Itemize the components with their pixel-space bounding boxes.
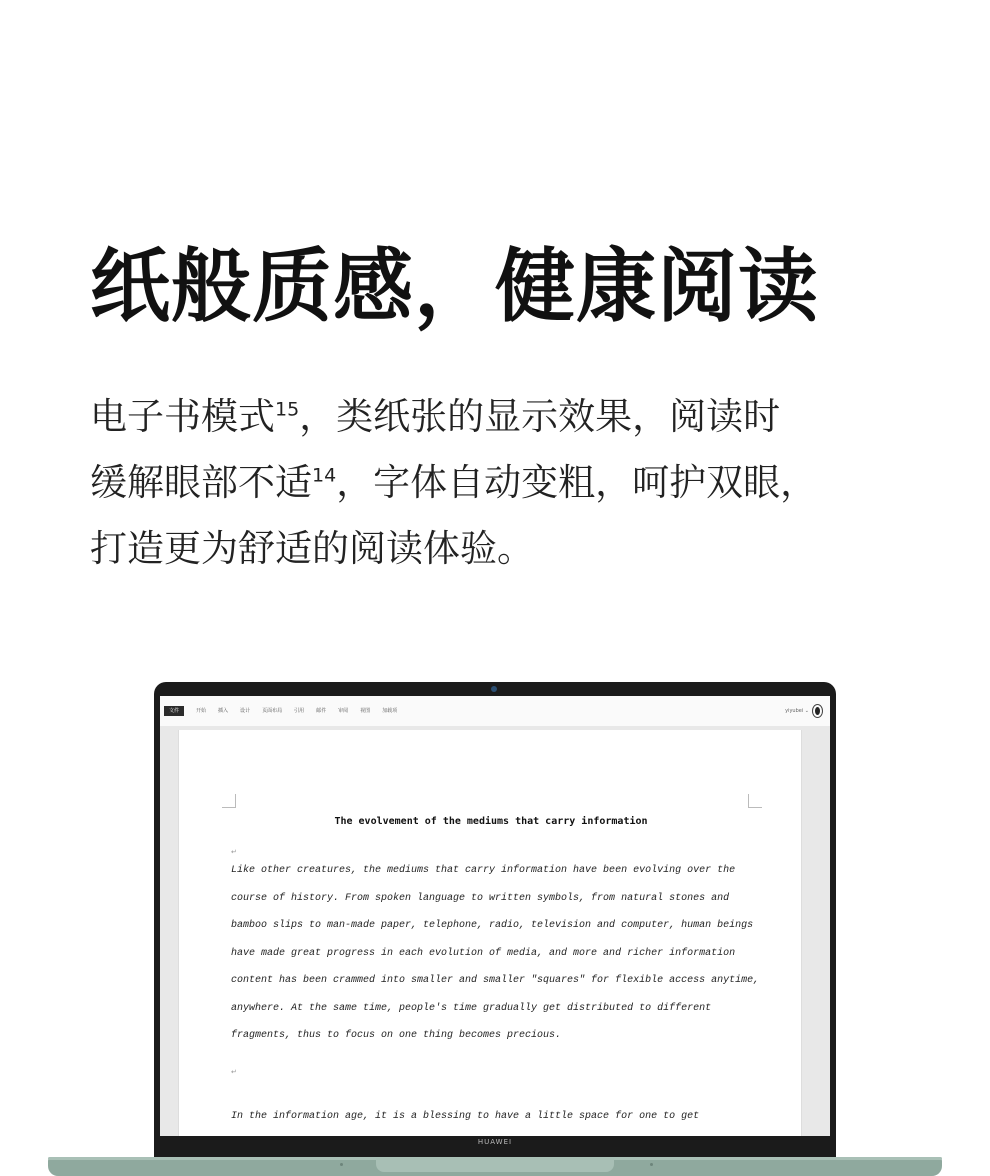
document-area [160, 726, 830, 1136]
menu-design[interactable]: 设计 [240, 708, 251, 714]
menu-mailings[interactable]: 邮件 [316, 708, 327, 714]
user-name: yiyubei ⌄ [785, 708, 809, 714]
lid-notch [376, 1158, 614, 1172]
camera-icon [491, 686, 497, 692]
base-dot [340, 1163, 343, 1166]
laptop-screen [160, 696, 830, 1136]
user-account[interactable] [785, 705, 822, 717]
menu-layout[interactable]: 页面布局 [262, 708, 283, 714]
menu-addins[interactable]: 加载项 [382, 708, 398, 714]
paragraph-1: Like other creatures, the mediums that carry information have been evolving over the course of history. From spoken language to written symbols, from natural stones and bamboo slips to man-made paper, telephone, radio, television and computer, human beings have made great progress in each evolution of media, and more and richer information content has been crammed into smaller and smaller "squares" for flexible access anytime, anywhere. At the same time, people's time gradually get distributed to different fragments, thus to focus on one thing becomes precious. [231, 865, 760, 1041]
description [90, 384, 930, 582]
menu-home[interactable]: 开始 [196, 708, 207, 714]
margin-corner-mark [222, 794, 236, 808]
ribbon-menubar [160, 696, 830, 726]
description-line-3: 打造更为舒适的阅读体验。 [90, 527, 534, 570]
desc-text: 缓解眼部不适 [90, 461, 312, 504]
description-line-2 [90, 450, 930, 516]
footnote-14: 14 [312, 464, 337, 487]
document-page[interactable] [178, 730, 802, 1136]
menu-review[interactable]: 审阅 [338, 708, 349, 714]
desc-text: 电子书模式 [90, 395, 275, 438]
laptop [154, 682, 836, 1160]
desc-text: ，字体自动变粗，呵护双眼， [336, 461, 818, 504]
paragraph-mark: ↵ [231, 848, 237, 856]
menu-insert[interactable]: 插入 [218, 708, 229, 714]
paragraph-2: In the information age, it is a blessing to have a little space for one to get [231, 1111, 700, 1122]
headline: 纸般质感，健康阅读 [90, 240, 819, 333]
menu-file[interactable]: 文件 [164, 706, 184, 716]
footnote-15: 15 [275, 398, 300, 421]
brand-logo: HUAWEI [477, 1138, 513, 1146]
menu-references[interactable]: 引用 [294, 708, 305, 714]
menu-view[interactable]: 视图 [360, 708, 371, 714]
document-title: The evolvement of the mediums that carry information [334, 816, 648, 827]
laptop-base [48, 1157, 942, 1176]
margin-corner-mark [748, 794, 762, 808]
base-dot [650, 1163, 653, 1166]
description-line-1 [90, 384, 930, 450]
paragraph-mark: ↵ [231, 1068, 237, 1076]
avatar[interactable] [813, 705, 822, 717]
desc-text: ，类纸张的显示效果，阅读时 [299, 395, 781, 438]
